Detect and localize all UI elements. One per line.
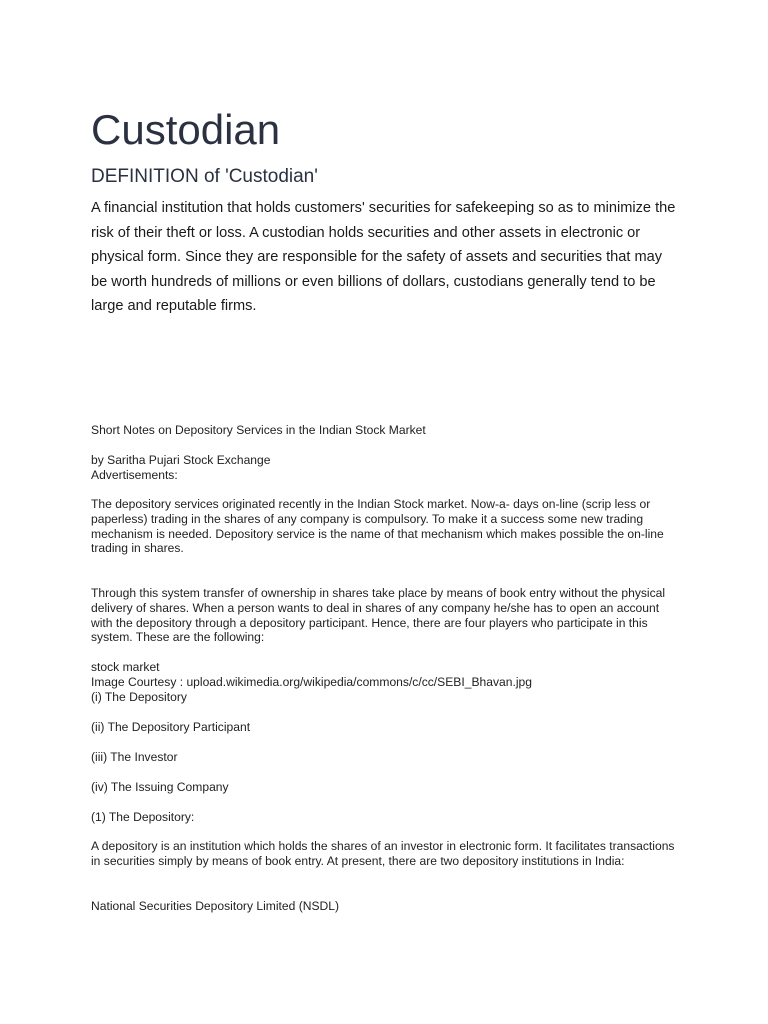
definition-heading: DEFINITION of 'Custodian' [91, 166, 318, 187]
advertisements-label: Advertisements: [91, 468, 178, 482]
notes-heading: Short Notes on Depository Services in the Indian Stock Market [91, 423, 426, 437]
list-item: (i) The Depository [91, 690, 187, 704]
image-caption: stock market [91, 660, 160, 674]
section-heading: (1) The Depository: [91, 810, 195, 824]
intro-paragraph: The depository services originated recently in the Indian Stock market. Now-a- days on-line (scrip less or paperless) trading in the shares of any company is compulsory. To make it a success some new trading mechanism is needed. Depository service is the name of that mechanism which makes possible the on-line trading in shares. [91, 497, 664, 556]
image-courtesy: Image Courtesy : upload.wikimedia.org/wikipedia/commons/c/cc/SEBI_Bhavan.jpg [91, 675, 532, 689]
list-item: (iv) The Issuing Company [91, 780, 229, 794]
nsdl-line: National Securities Depository Limited (NSDL) [91, 899, 340, 913]
system-paragraph: Through this system transfer of ownership in shares take place by means of book entry without the physical delivery of shares. When a person wants to deal in shares of any company he/she has to open an account with the depository through a depository participant. Hence, there are four players who participate in this system. These are the following: [91, 586, 666, 645]
page-title: Custodian [91, 106, 281, 153]
byline: by Saritha Pujari Stock Exchange [91, 453, 271, 467]
list-item: (iii) The Investor [91, 750, 178, 764]
list-item: (ii) The Depository Participant [91, 720, 251, 734]
depository-paragraph: A depository is an institution which holds the shares of an investor in electronic form. It facilitates transactions in securities simply by means of book entry. At present, there are two depository institutions in India: [91, 839, 675, 868]
definition-paragraph: A financial institution that holds customers' securities for safekeeping so as to minimize the risk of their theft or loss. A custodian holds securities and other assets in electronic or physical form. Since they are responsible for the safety of assets and securities that may be worth hundreds of millions or even billions of dollars, custodians generally tend to be large and reputable firms. [91, 200, 676, 315]
